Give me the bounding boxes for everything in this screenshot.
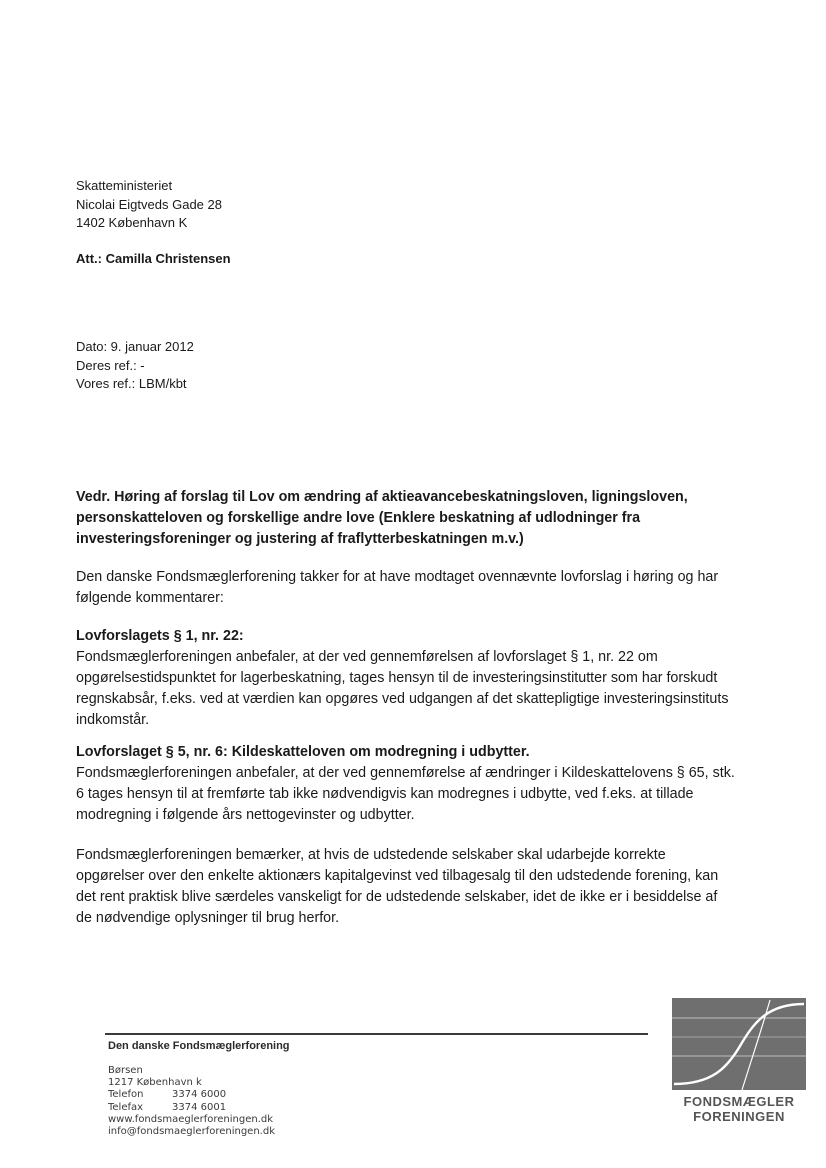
- phone-label: Telefon: [108, 1089, 144, 1101]
- section-2-heading: Lovforslaget § 5, nr. 6: Kildeskatteloven om modregning i udbytter.: [76, 744, 530, 760]
- section-1-heading: Lovforslagets § 1, nr. 22:: [76, 628, 244, 644]
- recipient-city: 1402 København K: [76, 215, 188, 230]
- letter-date: Dato: 9. januar 2012: [76, 339, 194, 354]
- paragraph-line: opgørelser over den enkelte aktionærs kapitalgevinst ved tilbagesalg til den udstedende forening, kan: [76, 868, 719, 884]
- logo-line-1: FONDSMÆGLER: [683, 1094, 795, 1109]
- paragraph-line: følgende kommentarer:: [76, 590, 224, 606]
- attention-line: Att.: Camilla Christensen: [76, 251, 231, 266]
- footer-divider: [105, 1033, 648, 1035]
- paragraph-line: Den danske Fondsmæglerforening takker for at have modtaget ovennævnte lovforslag i høring og har: [76, 569, 719, 585]
- fax-label: Telefax: [108, 1101, 144, 1113]
- paragraph-line: 6 tages hensyn til at fremførte tab ikke nødvendigvis kan modregnes i udbytte, ved f.eks. at tillade: [76, 786, 694, 802]
- footer-org-name: Den danske Fondsmæglerforening: [108, 1040, 290, 1052]
- paragraph-line: Fondsmæglerforeningen bemærker, at hvis de udstedende selskaber skal udarbejde korrekte: [76, 847, 666, 863]
- subject-line: investeringsforeninger og justering af fraflytterbeskatningen m.v.): [76, 531, 524, 547]
- footer-address-line: 1217 København k: [108, 1077, 202, 1089]
- footer-contact: [108, 1065, 275, 1138]
- recipient-name: Skatteministeriet: [76, 178, 173, 193]
- fax-number: 3374 6001: [172, 1101, 227, 1113]
- paragraph-line: Fondsmæglerforeningen anbefaler, at der ved gennemførelsen af lovforslaget § 1, nr. 22 om: [76, 649, 658, 665]
- paragraph-line: modregning i følgende års nettogevinster og udbytter.: [76, 807, 415, 823]
- footer-website: www.fondsmaeglerforeningen.dk: [108, 1113, 274, 1125]
- paragraph-line: opgørelsestidspunktet for lagerbeskatning, tages hensyn til de investeringsinstitutter som har forskudt: [76, 670, 718, 686]
- paragraph-line: Fondsmæglerforeningen anbefaler, at der ved gennemførelse af ændringer i Kildeskattelovens § 65, stk.: [76, 765, 735, 781]
- section-1: [76, 626, 728, 731]
- logo-graphic: [672, 998, 806, 1090]
- section-2: [76, 742, 735, 826]
- subject-line: personskatteloven og forskellige andre love (Enklere beskatning af udlodninger fra: [76, 510, 641, 526]
- recipient-street: Nicolai Eigtveds Gade 28: [76, 196, 222, 212]
- logo-mark-icon: [672, 998, 806, 1090]
- intro-paragraph: [76, 567, 718, 609]
- paragraph-line: de nødvendige oplysninger til brug herfor.: [76, 910, 340, 926]
- phone-number: 3374 6000: [172, 1089, 227, 1101]
- footer-fax: [108, 1102, 275, 1114]
- footer-address-line: Børsen: [108, 1065, 143, 1076]
- paragraph-line: det rent praktisk blive særdeles vanskeligt for de udstedende selskaber, idet de ikke er i besiddelse af: [76, 889, 718, 905]
- closing-paragraph: [76, 845, 718, 929]
- logo-wordmark: [660, 1094, 818, 1124]
- footer-email: info@fondsmaeglerforeningen.dk: [108, 1126, 275, 1138]
- paragraph-line: regnskabsår, f.eks. ved at værdien kan opgøres ved udgangen af det skattepligtige investeringsinstituts: [76, 691, 729, 707]
- your-reference: Deres ref.: -: [76, 357, 145, 373]
- paragraph-line: indkomstår.: [76, 712, 150, 728]
- subject-heading: [76, 487, 776, 550]
- letter-meta: [76, 338, 194, 394]
- recipient-address: [76, 177, 222, 233]
- subject-line: Vedr. Høring af forslag til Lov om ændring af aktieavancebeskatningsloven, ligningsloven,: [76, 489, 688, 505]
- logo-line-2: FORENINGEN: [693, 1109, 785, 1124]
- our-reference: Vores ref.: LBM/kbt: [76, 376, 187, 391]
- footer-phone: [108, 1089, 275, 1101]
